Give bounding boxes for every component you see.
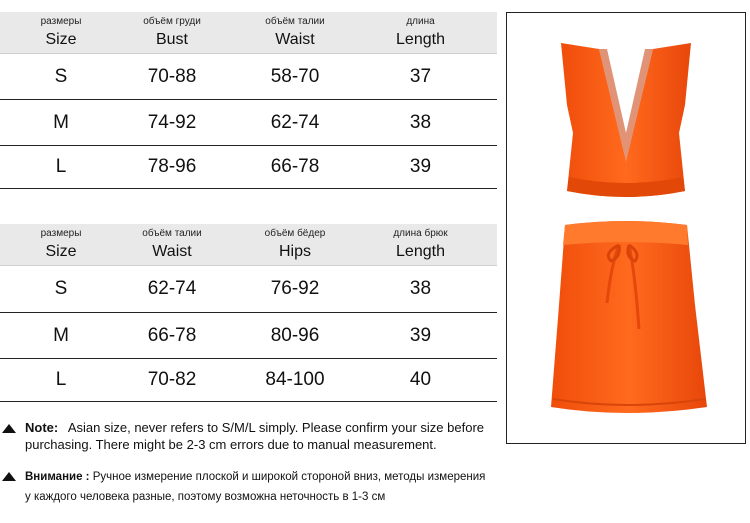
table-row [0, 266, 497, 313]
table-row [0, 359, 497, 402]
cell-length: 37 [409, 65, 432, 87]
cell-bust: 70-88 [147, 65, 197, 87]
cell-hips: 84-100 [265, 369, 325, 390]
header-bust [122, 12, 222, 53]
table-row [0, 54, 497, 100]
note-line2: purchasing. There might be 2-3 cm errors due to manual measurement. [25, 437, 437, 452]
header-hips [222, 224, 368, 265]
note-english [25, 419, 505, 453]
cell-length: 39 [409, 324, 432, 346]
header-en: Waist [152, 243, 192, 260]
note-russian [25, 467, 505, 507]
header-en: Size [45, 243, 77, 260]
table-header [0, 12, 497, 54]
note-ru-line2: у каждого человека разные, поэтому возможна неточность в 1-3 см [25, 491, 386, 503]
warning-triangle-icon [2, 472, 16, 481]
note-ru-line1: Ручное измерение плоской и широкой стороной вниз, методы измерения [92, 471, 486, 483]
cell-hips: 80-96 [270, 324, 320, 346]
header-en: Length [396, 31, 445, 48]
table-row [0, 313, 497, 359]
header-ru: объём талии [142, 228, 202, 239]
header-ru: размеры [40, 16, 82, 27]
cell-size: L [55, 369, 67, 390]
cell-waist: 66-78 [147, 324, 197, 346]
cell-size: S [54, 278, 68, 299]
header-ru: длина брюк [393, 228, 448, 239]
cell-length: 38 [409, 111, 432, 133]
header-size [0, 224, 122, 265]
cell-waist: 70-82 [147, 369, 197, 390]
header-en: Bust [155, 31, 188, 48]
header-en: Waist [275, 31, 315, 48]
cell-hips: 76-92 [270, 278, 320, 299]
header-length [368, 224, 473, 265]
note-ru-label: Внимание : [25, 471, 90, 483]
header-en: Size [45, 31, 77, 48]
cell-size: M [53, 111, 69, 133]
header-waist [122, 224, 222, 265]
header-length [368, 12, 473, 53]
cell-size: L [55, 156, 67, 177]
crop-top [561, 43, 691, 197]
orange-outfit-illustration [507, 13, 745, 443]
table-row [0, 146, 497, 189]
header-en: Length [396, 243, 445, 260]
cell-length: 38 [409, 278, 432, 299]
header-ru: объём талии [265, 16, 325, 27]
table-row [0, 100, 497, 146]
size-table-bottom [0, 224, 497, 402]
header-ru: длина [406, 16, 435, 27]
cell-length: 39 [409, 156, 432, 177]
header-waist [222, 12, 368, 53]
table-header [0, 224, 497, 266]
cell-length: 40 [409, 369, 432, 390]
cell-waist: 62-74 [147, 278, 197, 299]
header-size [0, 12, 122, 53]
warning-triangle-icon [2, 424, 16, 433]
cell-bust: 78-96 [147, 156, 197, 177]
header-ru: объём груди [143, 16, 201, 27]
cell-size: S [54, 65, 68, 87]
cell-waist: 58-70 [270, 65, 320, 87]
cell-bust: 74-92 [147, 111, 197, 133]
header-ru: размеры [40, 228, 82, 239]
note-label: Note: [25, 420, 59, 435]
cell-waist: 62-74 [270, 111, 320, 133]
note-line1: Asian size, never refers to S/M/L simply. Please confirm your size before [67, 420, 485, 435]
cell-waist: 66-78 [270, 156, 320, 177]
header-ru: объём бёдер [264, 228, 326, 239]
product-photo [506, 12, 746, 444]
cell-size: M [53, 324, 69, 346]
header-en: Hips [278, 243, 311, 260]
size-table-top [0, 12, 497, 189]
